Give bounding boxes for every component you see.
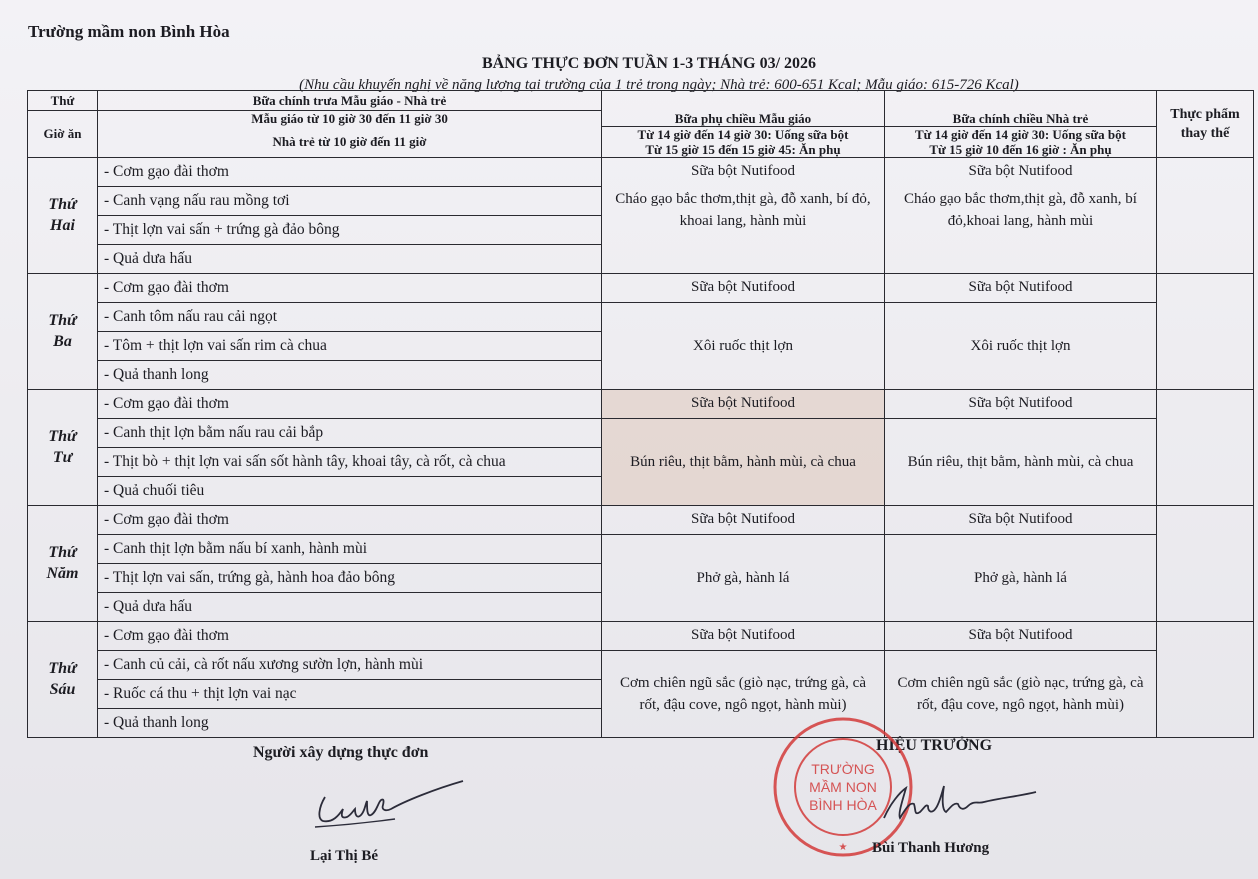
day-cell <box>28 273 98 389</box>
day-label-1: Thứ <box>48 196 77 213</box>
mg-meal: Xôi ruốc thịt lợn <box>602 302 885 389</box>
dish-item: - Quả thanh long <box>98 708 602 737</box>
day-cell <box>28 157 98 273</box>
header-nt-time-1: Từ 14 giờ đến 14 giờ 30: Uống sữa bột <box>885 126 1157 142</box>
day-row-wednesday <box>28 389 1254 418</box>
builder-signature-icon <box>305 775 470 845</box>
dish-item: - Quả thanh long <box>98 360 602 389</box>
mg-meal: Cháo gạo bắc thơm,thịt gà, đỗ xanh, bí đỏ, khoai lang, hành mùi <box>602 186 885 273</box>
dish-item: - Canh củ cải, cà rốt nấu xương sườn lợn, hành mùi <box>98 650 602 679</box>
nt-milk: Sữa bột Nutifood <box>885 273 1157 302</box>
day-label-2: Ba <box>53 333 72 350</box>
substitute-cell <box>1157 621 1254 737</box>
dish-item: - Canh vạng nấu rau mồng tơi <box>98 186 602 215</box>
day-label-2: Năm <box>46 565 79 582</box>
header-snack-time-1: Từ 14 giờ đến 14 giờ 30: Uống sữa bột <box>602 126 885 142</box>
header-main-title: Bữa chính trưa Mẫu giáo - Nhà trẻ <box>98 91 602 111</box>
nt-meal: Cơm chiên ngũ sắc (giò nạc, trứng gà, cà rốt, đậu cove, ngô ngọt, hành mùi) <box>885 650 1157 737</box>
header-nt-title: Bữa chính chiều Nhà trẻ <box>885 91 1157 127</box>
day-label-2: Hai <box>50 217 75 234</box>
dish-item: - Thịt lợn vai sấn, trứng gà, hành hoa đảo bông <box>98 563 602 592</box>
day-label-1: Thứ <box>48 544 77 561</box>
svg-text:★: ★ <box>838 842 848 853</box>
day-row-friday <box>28 621 1254 650</box>
mg-milk: Sữa bột Nutifood <box>602 389 885 418</box>
day-cell <box>28 389 98 505</box>
dish-item: - Thịt lợn vai sấn + trứng gà đảo bông <box>98 215 602 244</box>
day-row-thursday <box>28 505 1254 534</box>
document-title: BẢNG THỰC ĐƠN TUẦN 1-3 THÁNG 03/ 2026 <box>481 55 817 72</box>
dish-item: - Canh thịt lợn bằm nấu bí xanh, hành mùi <box>98 534 602 563</box>
day-row-monday <box>28 157 1254 186</box>
header-main-time-2: Nhà trẻ từ 10 giờ đến 11 giờ <box>98 126 602 157</box>
day-label-2: Sáu <box>49 681 76 698</box>
dish-item: - Cơm gạo đài thơm <box>98 389 602 418</box>
header-main-time-1: Mẫu giáo từ 10 giờ 30 đến 11 giờ 30 <box>98 111 602 127</box>
dish-item: - Cơm gạo đài thơm <box>98 273 602 302</box>
mg-milk: Sữa bột Nutifood <box>602 273 885 302</box>
dish-item: - Canh thịt lợn bằm nấu rau cải bắp <box>98 418 602 447</box>
day-cell <box>28 505 98 621</box>
header-snack-title: Bữa phụ chiều Mẫu giáo <box>602 91 885 127</box>
principal-title: HIỆU TRƯỞNG <box>876 737 993 754</box>
nt-meal: Cháo gạo bắc thơm,thịt gà, đỗ xanh, bí đỏ,khoai lang, hành mùi <box>885 186 1157 273</box>
mg-milk: Sữa bột Nutifood <box>602 157 885 186</box>
mg-meal: Bún riêu, thịt bằm, hành mùi, cà chua <box>602 418 885 505</box>
day-label-1: Thứ <box>48 660 77 677</box>
header-snack-time-2: Từ 15 giờ 15 đến 15 giờ 45: Ăn phụ <box>602 142 885 158</box>
nt-milk: Sữa bột Nutifood <box>885 157 1157 186</box>
dish-item: - Thịt bò + thịt lợn vai sấn sốt hành tây, khoai tây, cà rốt, cà chua <box>98 447 602 476</box>
mg-milk: Sữa bột Nutifood <box>602 505 885 534</box>
school-name: Trường mầm non Bình Hòa <box>28 22 230 41</box>
substitute-cell <box>1157 157 1254 273</box>
day-label-1: Thứ <box>48 312 77 329</box>
nt-meal: Phở gà, hành lá <box>885 534 1157 621</box>
menu-table <box>27 90 1254 738</box>
header-substitute: Thực phẩm thay thế <box>1157 91 1254 158</box>
dish-item: - Canh tôm nấu rau cải ngọt <box>98 302 602 331</box>
substitute-cell <box>1157 389 1254 505</box>
header-meal-time: Giờ ăn <box>28 111 98 158</box>
nt-milk: Sữa bột Nutifood <box>885 389 1157 418</box>
day-label-2: Tư <box>52 449 73 466</box>
header-day: Thứ <box>28 91 98 111</box>
mg-meal: Cơm chiên ngũ sắc (giò nạc, trứng gà, cà rốt, đậu cove, ngô ngọt, hành mùi) <box>602 650 885 737</box>
stamp-text-3: BÌNH HÒA <box>809 797 877 813</box>
day-row-tuesday <box>28 273 1254 302</box>
dish-item: - Quả chuối tiêu <box>98 476 602 505</box>
nt-meal: Bún riêu, thịt bằm, hành mùi, cà chua <box>885 418 1157 505</box>
principal-signature-icon <box>880 778 1040 828</box>
menu-builder-name: Lại Thị Bé <box>310 848 379 864</box>
dish-item: - Cơm gạo đài thơm <box>98 621 602 650</box>
nt-milk: Sữa bột Nutifood <box>885 621 1157 650</box>
substitute-cell <box>1157 273 1254 389</box>
document-subtitle: (Nhu cầu khuyến nghị về năng lượng tại trường của 1 trẻ trong ngày; Nhà trẻ: 600-651 Kcal; Mẫu giáo: 615-726 Kcal) <box>299 77 1019 93</box>
dish-item: - Quả dưa hấu <box>98 592 602 621</box>
day-cell <box>28 621 98 737</box>
nt-milk: Sữa bột Nutifood <box>885 505 1157 534</box>
substitute-cell <box>1157 505 1254 621</box>
principal-name: Bùi Thanh Hương <box>872 840 990 856</box>
stamp-text-1: TRƯỜNG <box>811 761 875 777</box>
mg-meal: Phở gà, hành lá <box>602 534 885 621</box>
dish-item: - Cơm gạo đài thơm <box>98 157 602 186</box>
dish-item: - Tôm + thịt lợn vai sấn rim cà chua <box>98 331 602 360</box>
day-label-1: Thứ <box>48 428 77 445</box>
header-nt-time-2: Từ 15 giờ 10 đến 16 giờ : Ăn phụ <box>885 142 1157 158</box>
dish-item: - Quả dưa hấu <box>98 244 602 273</box>
dish-item: - Cơm gạo đài thơm <box>98 505 602 534</box>
nt-meal: Xôi ruốc thịt lợn <box>885 302 1157 389</box>
stamp-text-2: MẦM NON <box>809 779 877 795</box>
dish-item: - Ruốc cá thu + thịt lợn vai nạc <box>98 679 602 708</box>
mg-milk: Sữa bột Nutifood <box>602 621 885 650</box>
menu-builder-title: Người xây dựng thực đơn <box>253 744 429 761</box>
